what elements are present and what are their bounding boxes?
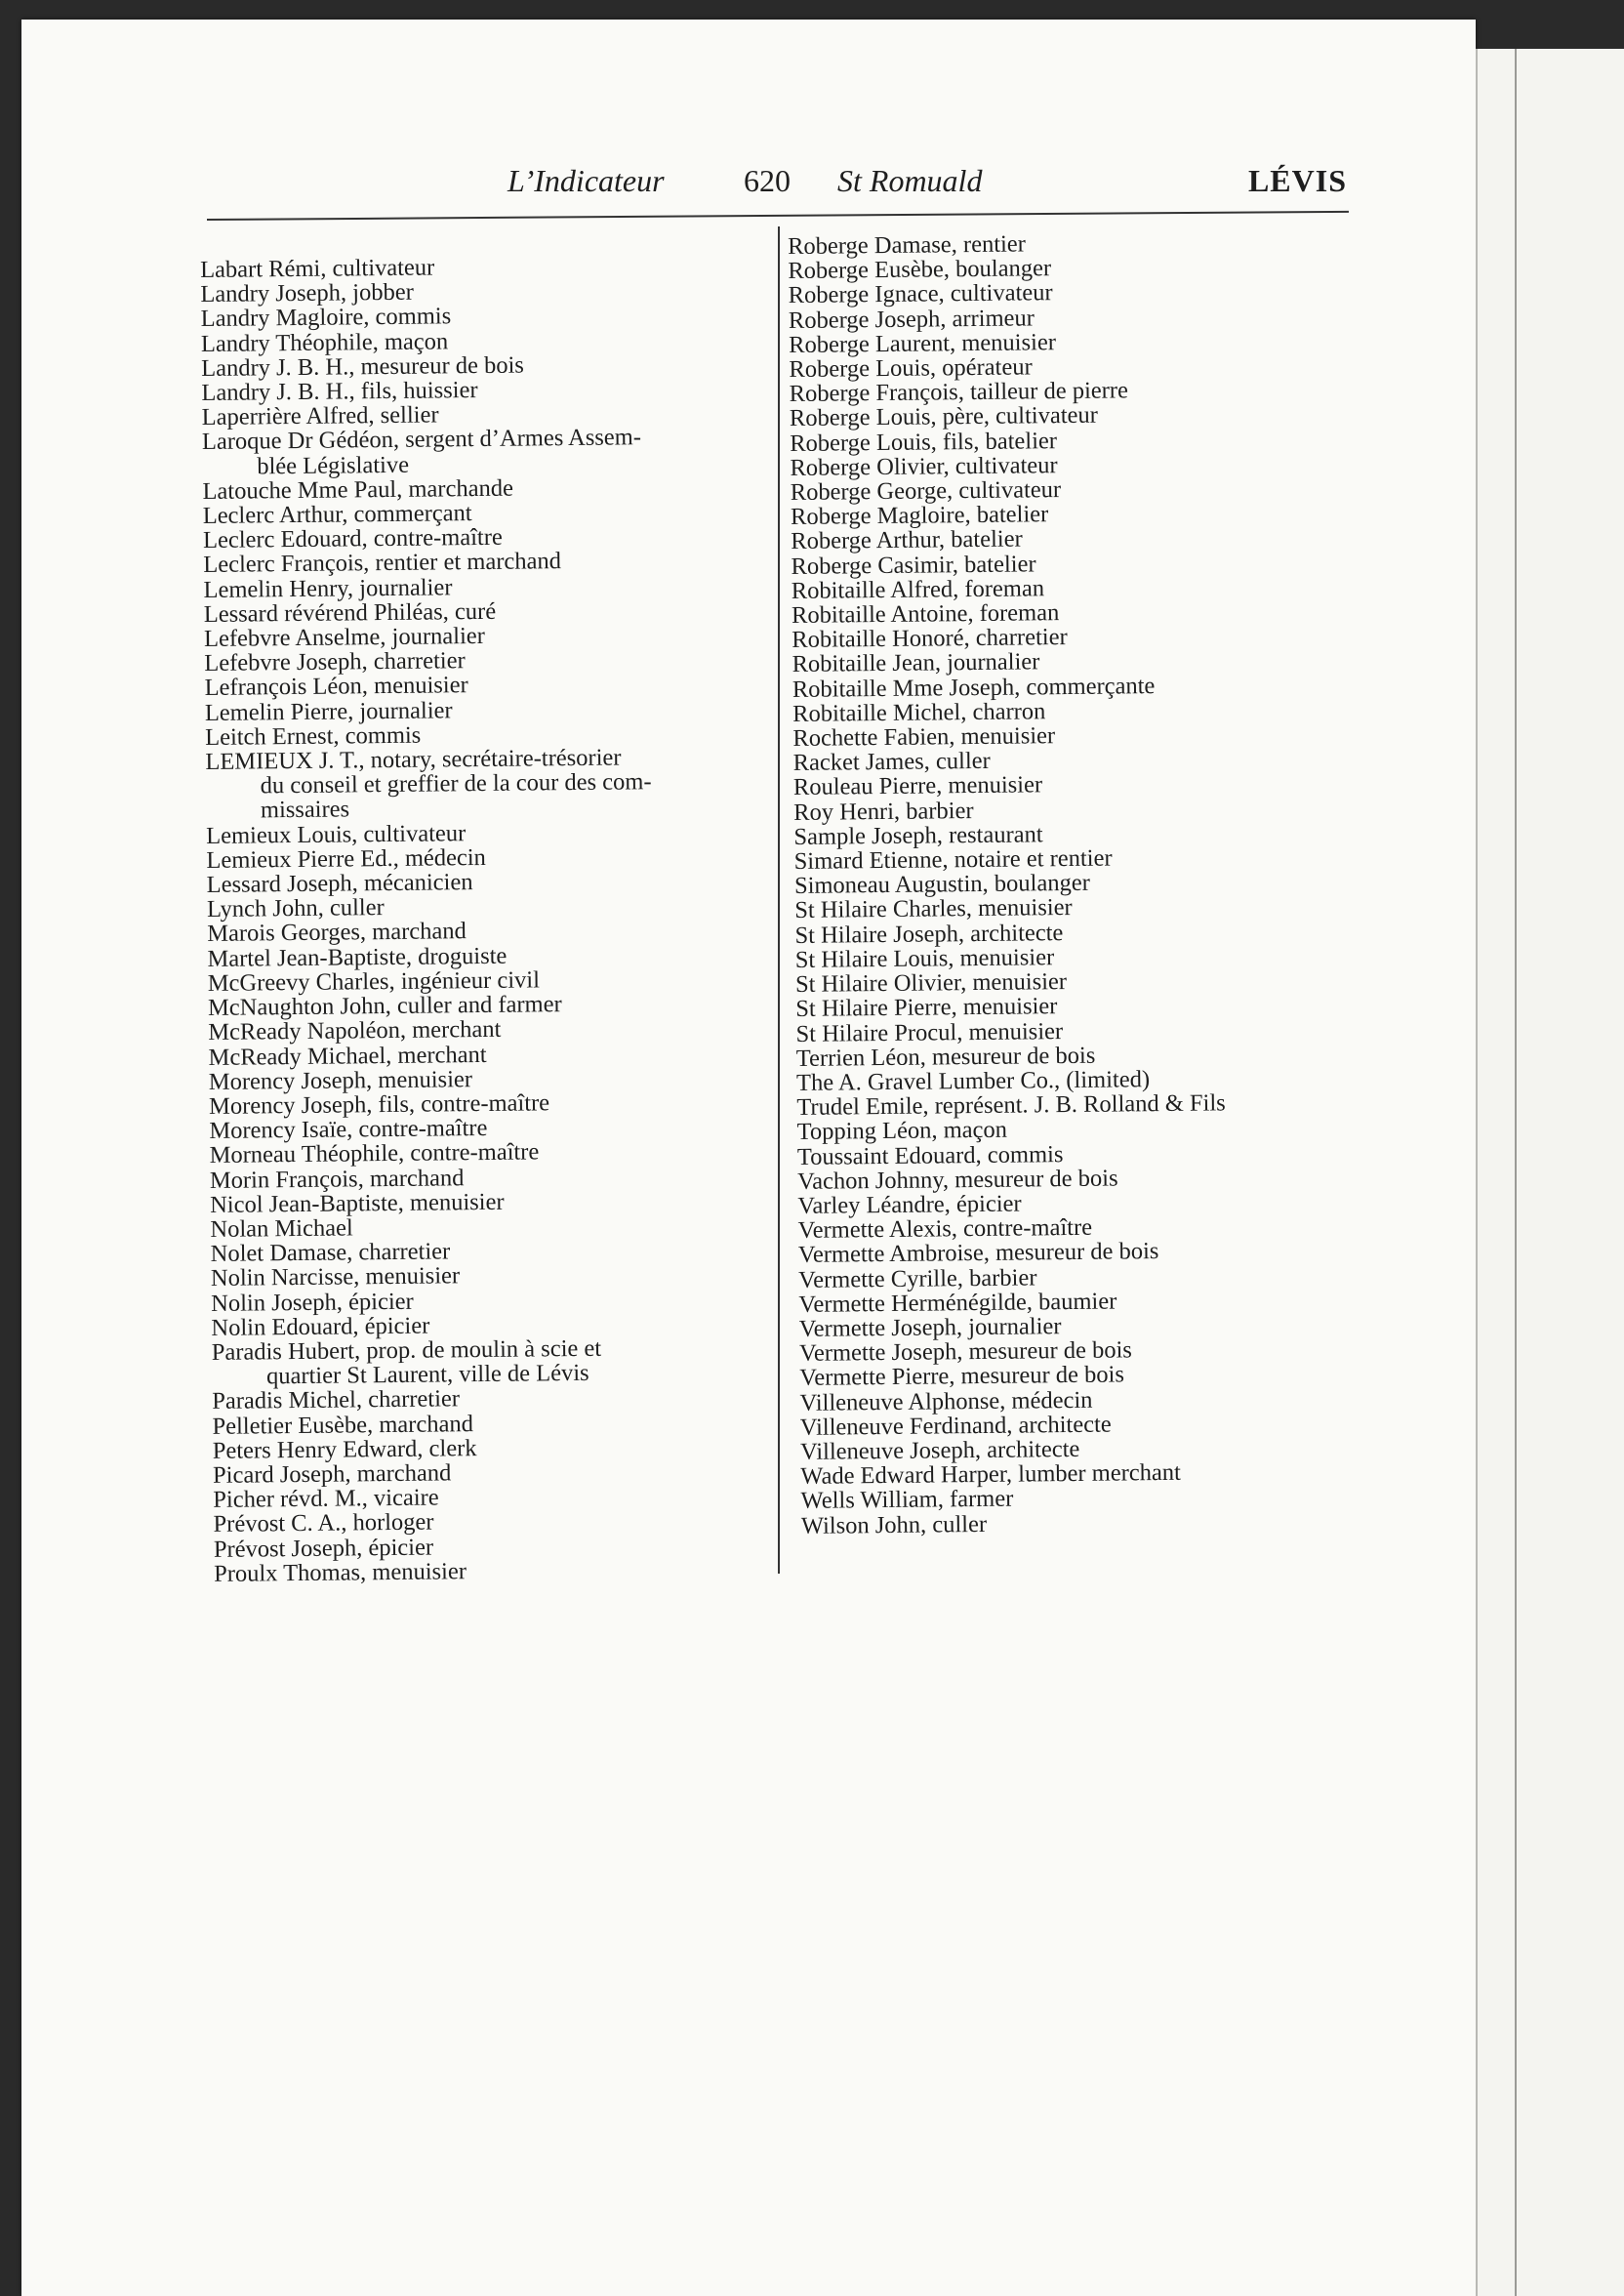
directory-entry: Lefebvre Joseph, charretier [204, 647, 466, 677]
directory-entry: McNaughton John, culler and farmer [207, 991, 562, 1022]
directory-entry: Simoneau Augustin, boulanger [793, 870, 1090, 900]
directory-entry: Wade Edward Harper, lumber merchant [800, 1459, 1182, 1491]
directory-entry: McReady Michael, merchant [208, 1041, 487, 1071]
directory-entry: Paradis Hubert, prop. de moulin à scie et [211, 1334, 602, 1366]
directory-entry: Lemelin Henry, journalier [203, 573, 453, 603]
directory-entry: Landry Magloire, commis [200, 303, 452, 333]
directory-entry: Wilson John, culler [800, 1510, 988, 1539]
directory-entry: Terrien Léon, mesureur de bois [795, 1042, 1096, 1072]
directory-entry: Robitaille Antoine, foreman [791, 599, 1060, 630]
directory-entry: St Hilaire Louis, menuisier [794, 944, 1055, 973]
header-title: L’Indicateur [508, 163, 665, 198]
directory-entry: Nolin Narcisse, menuisier [210, 1262, 461, 1292]
directory-entry: Roberge George, cultivateur [790, 476, 1062, 507]
header-place: St Romuald [837, 163, 983, 198]
directory-entry: Vermette Cyrille, barbier [798, 1263, 1037, 1293]
directory-entry: Landry Joseph, jobber [200, 278, 414, 308]
page-number: 620 [744, 163, 791, 198]
directory-entry: Villeneuve Alphonse, médecin [799, 1386, 1093, 1416]
directory-entry: LEMIEUX J. T., notary, secrétaire-trésorier [205, 744, 622, 776]
directory-entry: Lefrançois Léon, menuisier [204, 672, 468, 702]
directory-entry: Trudel Emile, représent. J. B. Rolland & Fils [796, 1089, 1226, 1122]
directory-entry-continuation: blée Législative [257, 451, 410, 480]
directory-entry: Morency Isaïe, contre-maître [209, 1115, 488, 1145]
directory-entry: Prévost C. A., horloger [213, 1508, 434, 1538]
directory-entry: St Hilaire Charles, menuisier [794, 894, 1073, 924]
directory-entry: Vermette Pierre, mesureur de bois [799, 1361, 1125, 1392]
directory-entry: Nolan Michael [210, 1214, 353, 1243]
directory-entry: Vermette Herménégilde, baumier [798, 1288, 1117, 1318]
directory-entry: Pelletier Eusèbe, marchand [212, 1410, 474, 1440]
directory-entry: Paradis Michel, charretier [212, 1385, 461, 1415]
directory-entry-continuation: quartier St Laurent, ville de Lévis [265, 1360, 589, 1390]
directory-entry: Roy Henri, barbier [793, 797, 974, 826]
directory-entry-continuation: missaires [260, 796, 350, 824]
directory-entry: Toussaint Edouard, commis [796, 1140, 1064, 1170]
directory-entry: Laperrière Alfred, sellier [201, 401, 439, 431]
directory-entry: Topping Léon, maçon [796, 1117, 1008, 1146]
header-city: LÉVIS [1247, 163, 1347, 198]
directory-entry: Picher révd. M., vicaire [213, 1484, 439, 1514]
directory-entry: Marois Georges, marchand [207, 918, 467, 948]
directory-entry: Robitaille Alfred, foreman [791, 575, 1045, 604]
directory-entry: Martel Jean-Baptiste, droguiste [207, 942, 508, 972]
directory-entry: Roberge Louis, opérateur [789, 353, 1033, 384]
directory-entry: Nicol Jean-Baptiste, menuisier [210, 1188, 505, 1218]
directory-entry: Vermette Alexis, contre-maître [797, 1213, 1093, 1245]
directory-entry: Roberge Casimir, batelier [791, 550, 1036, 580]
directory-entry: Rochette Fabien, menuisier [792, 722, 1056, 753]
directory-entry: Nolin Joseph, épicier [211, 1288, 414, 1317]
directory-entry: Leclerc François, rentier et marchand [203, 548, 562, 579]
directory-entry: Vermette Ambroise, mesureur de bois [797, 1238, 1159, 1269]
directory-entry: Picard Joseph, marchand [212, 1459, 452, 1489]
directory-entry: Wells William, farmer [800, 1486, 1014, 1515]
directory-entry: Roberge Eusèbe, boulanger [788, 255, 1052, 285]
directory-entry: Roberge Arthur, batelier [791, 525, 1023, 555]
directory-entry: Roberge Damase, rentier [787, 230, 1027, 260]
directory-entry: Leclerc Edouard, contre-maître [202, 524, 503, 554]
directory-entry: Vermette Joseph, journalier [798, 1313, 1062, 1342]
directory-entry: Lemelin Pierre, journalier [204, 696, 453, 726]
directory-entry: Landry J. B. H., mesureur de bois [201, 351, 525, 382]
directory-entry: Lefebvre Anselme, journalier [203, 623, 485, 653]
directory-entry: Robitaille Michel, charron [792, 698, 1046, 727]
directory-entry: Sample Joseph, restaurant [793, 821, 1043, 850]
directory-entry: Morency Joseph, fils, contre-maître [208, 1089, 550, 1120]
directory-entry: Robitaille Mme Joseph, commerçante [792, 672, 1156, 703]
directory-entry: Roberge François, tailleur de pierre [789, 377, 1129, 408]
directory-entry: Leitch Ernest, commis [205, 721, 422, 751]
directory-entry: The A. Gravel Lumber Co., (limited) [795, 1066, 1151, 1096]
directory-entry: Robitaille Honoré, charretier [792, 624, 1068, 654]
right-column-entries [788, 228, 1397, 1538]
directory-entry: Labart Rémi, cultivateur [199, 254, 435, 283]
directory-entry: Lynch John, culler [206, 894, 385, 923]
directory-entry: Latouche Mme Paul, marchande [202, 474, 514, 505]
directory-entry: Landry J. B. H., fils, huissier [201, 377, 478, 407]
directory-entry: Roberge Louis, père, cultivateur [789, 402, 1099, 432]
directory-entry: Morneau Théophile, contre-maître [209, 1138, 540, 1169]
directory-entry: Peters Henry Edward, clerk [212, 1434, 477, 1464]
directory-entry: Roberge Olivier, cultivateur [790, 451, 1058, 481]
directory-entry: Vachon Johnny, mesureur de bois [797, 1165, 1118, 1195]
directory-entry: Proulx Thomas, menuisier [213, 1557, 467, 1587]
directory-entry: Landry Théophile, maçon [200, 327, 449, 357]
directory-entry: St Hilaire Procul, menuisier [795, 1017, 1064, 1047]
directory-entry: Vermette Joseph, mesureur de bois [798, 1336, 1133, 1368]
directory-entry: McGreevy Charles, ingénieur civil [207, 966, 541, 997]
directory-entry: Lessard révérend Philéas, curé [203, 597, 497, 628]
running-header [205, 156, 1347, 205]
adjacent-page-edge [1476, 49, 1624, 2296]
directory-entry: Prévost Joseph, épicier [213, 1534, 434, 1563]
left-column-entries [200, 252, 819, 1586]
directory-entry: Lemieux Pierre Ed., médecin [206, 843, 486, 874]
directory-entry: Racket James, culler [792, 748, 991, 777]
directory-entry: McReady Napoléon, merchant [208, 1016, 502, 1046]
directory-entry: Lessard Joseph, mécanicien [206, 869, 473, 899]
directory-entry: Roberge Joseph, arrimeur [788, 304, 1035, 334]
directory-entry: Villeneuve Ferdinand, architecte [799, 1411, 1112, 1441]
directory-entry: Leclerc Arthur, commerçant [202, 500, 472, 530]
directory-entry: Laroque Dr Gédéon, sergent d’Armes Assem- [201, 424, 642, 456]
directory-entry: St Hilaire Joseph, architecte [794, 919, 1064, 949]
directory-entry-continuation: du conseil et greffier de la cour des com- [260, 768, 652, 800]
directory-entry: Roberge Ignace, cultivateur [788, 279, 1053, 309]
directory-entry: Varley Léandre, épicier [797, 1190, 1022, 1219]
directory-entry: Roberge Magloire, batelier [790, 501, 1049, 531]
directory-entry: Lemieux Louis, cultivateur [206, 819, 467, 849]
directory-entry: Roberge Laurent, menuisier [789, 328, 1057, 358]
directory-entry: Simard Etienne, notaire et rentier [793, 844, 1113, 876]
directory-entry: Morency Joseph, menuisier [208, 1065, 473, 1095]
directory-entry: Nolin Edouard, épicier [211, 1312, 430, 1341]
directory-entry: St Hilaire Olivier, menuisier [794, 968, 1068, 999]
directory-entry: Nolet Damase, charretier [210, 1238, 451, 1268]
directory-entry: St Hilaire Pierre, menuisier [795, 993, 1058, 1023]
directory-entry: Villeneuve Joseph, architecte [799, 1435, 1080, 1465]
directory-entry: Morin François, marchand [209, 1164, 465, 1194]
directory-entry: Robitaille Jean, journalier [792, 648, 1040, 678]
directory-entry: Rouleau Pierre, menuisier [792, 771, 1043, 801]
directory-entry: Roberge Louis, fils, batelier [790, 427, 1058, 457]
page-fold-line [1515, 49, 1517, 2296]
